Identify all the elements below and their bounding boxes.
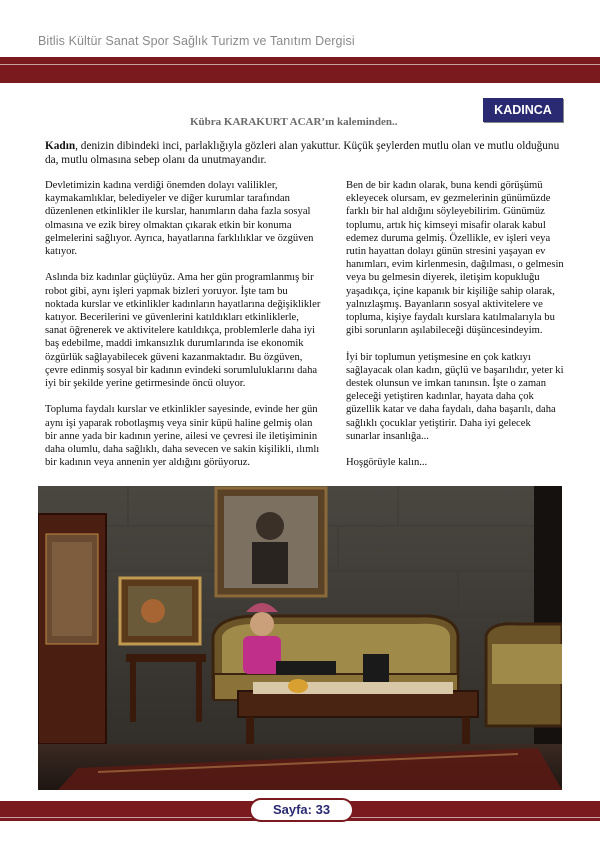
paragraph: Topluma faydalı kurslar ve etkinlikler sayesinde, evinde her gün aynı işi yaparak robotlaşmış veya sinir küpü haline gelmiş olan bir anne yada bir kadının yerine, ailesi ve çevresi ile iletişiminin daha olumlu, daha sağlıklı, daha sevecen ve sakin kişilikli, ılımlı bir kadının veya annenin yer aldığını görüyoruz.	[45, 404, 320, 469]
intro-text: , denizin dibindeki inci, parlaklığıyla gözleri alan yakuttur. Küçük şeylerden mutlu olan ve mutlu olduğunu da, mutlu olmasına sebep olanı da unutmayandır.	[45, 140, 560, 166]
intro-lead-word: Kadın	[45, 140, 76, 152]
photo-illustration	[38, 486, 562, 790]
paragraph: Devletimizin kadına verdiği önemden dolayı valilikler, kaymakamlıklar, belediyeler ve diğer kurumlar tarafından düzenlenen etkinlikler ile kurslar, hanımların daha fazla sosyal olmasına ve ezik birey olmaktan çıkarak etkin bir konuma gelmelerini sağlıyor. Ayrıca, hayatlarına farklılıklar ve özgüven katıyor.	[45, 180, 314, 258]
paragraph: İyi bir toplumun yetişmesine en çok katkıyı sağlayacak olan kadın, güçlü ve başarılıdır, yeter ki destek olunsun ve imkan tanınsın. İşte o zaman geleceği yetiştiren kadınlar, hayata daha çok güzellik katar ve daha faydalı, daha başarılı, daha sağlıklı çocuklar yetiştirir. Daha iyi gelecek sunarlar insanlığa...	[346, 351, 564, 442]
article-photo	[38, 486, 562, 790]
header-bar	[0, 57, 600, 83]
left-column	[45, 179, 322, 483]
paragraph: Aslında biz kadınlar güçlüyüz. Ama her gün programlanmış bir robot gibi, aynı işleri yapmak bizleri yoruyor. İşte tam bu noktada kurslar ve etkinlikler kadınların hayatlarına değişiklikler katıyor. Becerilerini ve güvenlerini katıldıkları etkinliklerle, sanat öğrenerek ve aktivitelere katıldıkça, problemlerle daha iyi baş edebilme, maddi imkansızlık durumlarında ise ekonomik özgürlük sağlayabilecek güveni kazanmaktadır. Bu özgüven, çevre edinmiş sosyal bir kadının evindeki sorumluluklarını daha iyi bir şekilde yerine getirmesinde öncü oluyor.	[45, 272, 321, 390]
paragraph: Ben de bir kadın olarak, buna kendi görüşümü ekleyecek olursam, ev gezmelerinin günümüzde farklı bir hal aldığını söyleyebilirim. Günümüz toplumu, artık hiç kimseyi misafir olarak kabul edemez duruma gelmiş. Özellikle, ev işleri veya rutin hayattan dolayı günün stresini yaşayan ev hanımları, evim kirlenmesin, dağılması, o gelmesin veya bu gelmesin diyerek, iletişim kopukluğu yaşadıkça, içine kapanık bir kişiliğe sahip olarak, yalnızlaşmış. Bayanların sosyal aktivitelere ve topluma, kişiye faydalı kurslara katılmalarıyla bu gibi sorunların aşılabileceği düşüncesindeyim.	[346, 180, 564, 337]
author-byline: Kübra KARAKURT ACAR’ın kaleminden..	[190, 116, 398, 128]
page-number: Sayfa: 33	[272, 802, 331, 817]
right-column	[346, 179, 566, 483]
intro-paragraph	[45, 139, 565, 167]
paragraph: Hoşgörüyle kalın...	[346, 457, 428, 469]
section-tag: KADINCA	[483, 98, 563, 122]
magazine-title: Bitlis Kültür Sanat Spor Sağlık Turizm ve Tanıtım Dergisi	[38, 34, 355, 48]
